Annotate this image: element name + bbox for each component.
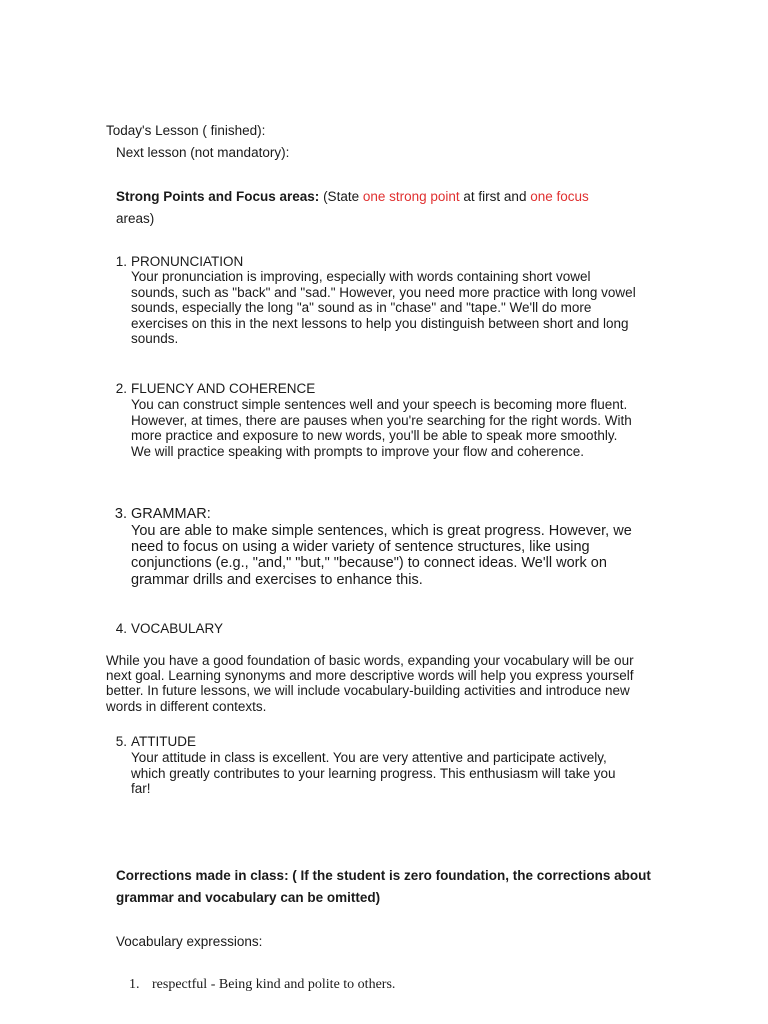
body-line: next goal. Learning synonyms and more descriptive words will help you express yourself [106, 668, 634, 684]
body-line: We will practice speaking with prompts to improve your flow and coherence. [131, 443, 584, 459]
todays-lesson-line [106, 123, 265, 139]
corrections-heading [116, 868, 651, 884]
body-line: sounds, such as "back" and "sad." However, you need more practice with long vowel [131, 284, 636, 300]
strong-points-areas: areas) [116, 211, 155, 226]
vocab-expressions-text: Vocabulary expressions: [116, 934, 263, 949]
section-title-fluency: FLUENCY AND COHERENCE [131, 381, 316, 396]
body-line: While you have a good foundation of basic words, expanding your vocabulary will be our [106, 653, 634, 668]
body-line: conjunctions (e.g., "and," "but," "because") to connect ideas. We'll work on [131, 555, 607, 572]
vocab-item-number: 1. [129, 977, 140, 992]
body-line: However, at times, there are pauses when you're searching for the right words. With [131, 412, 632, 428]
vocabulary-paragraph [106, 653, 676, 714]
todays-lesson-text: Today's Lesson ( finished): [106, 123, 266, 138]
strong-points-paren: (State [323, 189, 363, 204]
strong-point-highlight: one strong point [362, 189, 460, 204]
vocab-expressions-label [116, 934, 262, 950]
body-line: Your pronunciation is improving, especially with words containing short vowel [131, 269, 591, 284]
body-line: exercises on this in the next lessons to help you distinguish between short and long [131, 315, 629, 331]
corrections-heading-line2 [116, 890, 380, 906]
section-body-grammar [131, 523, 671, 588]
section-title-pronunciation: PRONUNCIATION [131, 254, 244, 269]
strong-points-label: Strong Points and Focus areas: [116, 189, 320, 204]
focus-highlight: one focus [530, 189, 589, 204]
body-line: grammar drills and exercises to enhance this. [131, 571, 423, 588]
section-body-fluency [131, 397, 671, 459]
body-line: sounds. [131, 331, 179, 346]
body-line: You are able to make simple sentences, which is great progress. However, we [131, 523, 632, 539]
strong-points-heading [116, 189, 589, 205]
corrections-line1: Corrections made in class: ( If the student is zero foundation, the corrections about [116, 868, 651, 883]
section-number: 3. [114, 506, 127, 522]
section-number: 2. [115, 381, 127, 396]
section-title-grammar: GRAMMAR: [131, 506, 211, 522]
next-lesson-line [116, 145, 289, 161]
vocab-item-text: respectful - Being kind and polite to others. [152, 977, 396, 992]
section-body-pronunciation [131, 269, 671, 347]
section-body-attitude [131, 750, 671, 797]
body-line: Your attitude in class is excellent. You are very attentive and participate actively, [131, 750, 607, 765]
strong-points-line2 [116, 211, 154, 227]
body-line: better. In future lessons, we will include vocabulary-building activities and introduce new [106, 683, 630, 699]
body-line: need to focus on using a wider variety of sentence structures, like using [131, 539, 590, 556]
section-number: 4. [115, 621, 127, 636]
body-line: far! [131, 781, 151, 796]
body-line: sounds, especially the long "a" sound as in "chase" and "tape." We'll do more [131, 300, 592, 315]
body-line: which greatly contributes to your learning progress. This enthusiasm will take you [131, 765, 616, 781]
body-line: more practice and exposure to new words, you'll be able to speak more smoothly. [131, 428, 618, 443]
strong-points-middle: at first and [459, 189, 531, 204]
section-title-attitude: ATTITUDE [131, 734, 196, 749]
next-lesson-text: Next lesson (not mandatory): [116, 145, 290, 160]
section-number: 5. [115, 734, 127, 749]
body-line: You can construct simple sentences well and your speech is becoming more fluent. [131, 397, 628, 412]
corrections-line2: grammar and vocabulary can be omitted) [116, 890, 381, 905]
section-number: 1. [115, 254, 127, 269]
body-line: words in different contexts. [106, 698, 267, 714]
section-title-vocabulary: VOCABULARY [131, 621, 224, 636]
